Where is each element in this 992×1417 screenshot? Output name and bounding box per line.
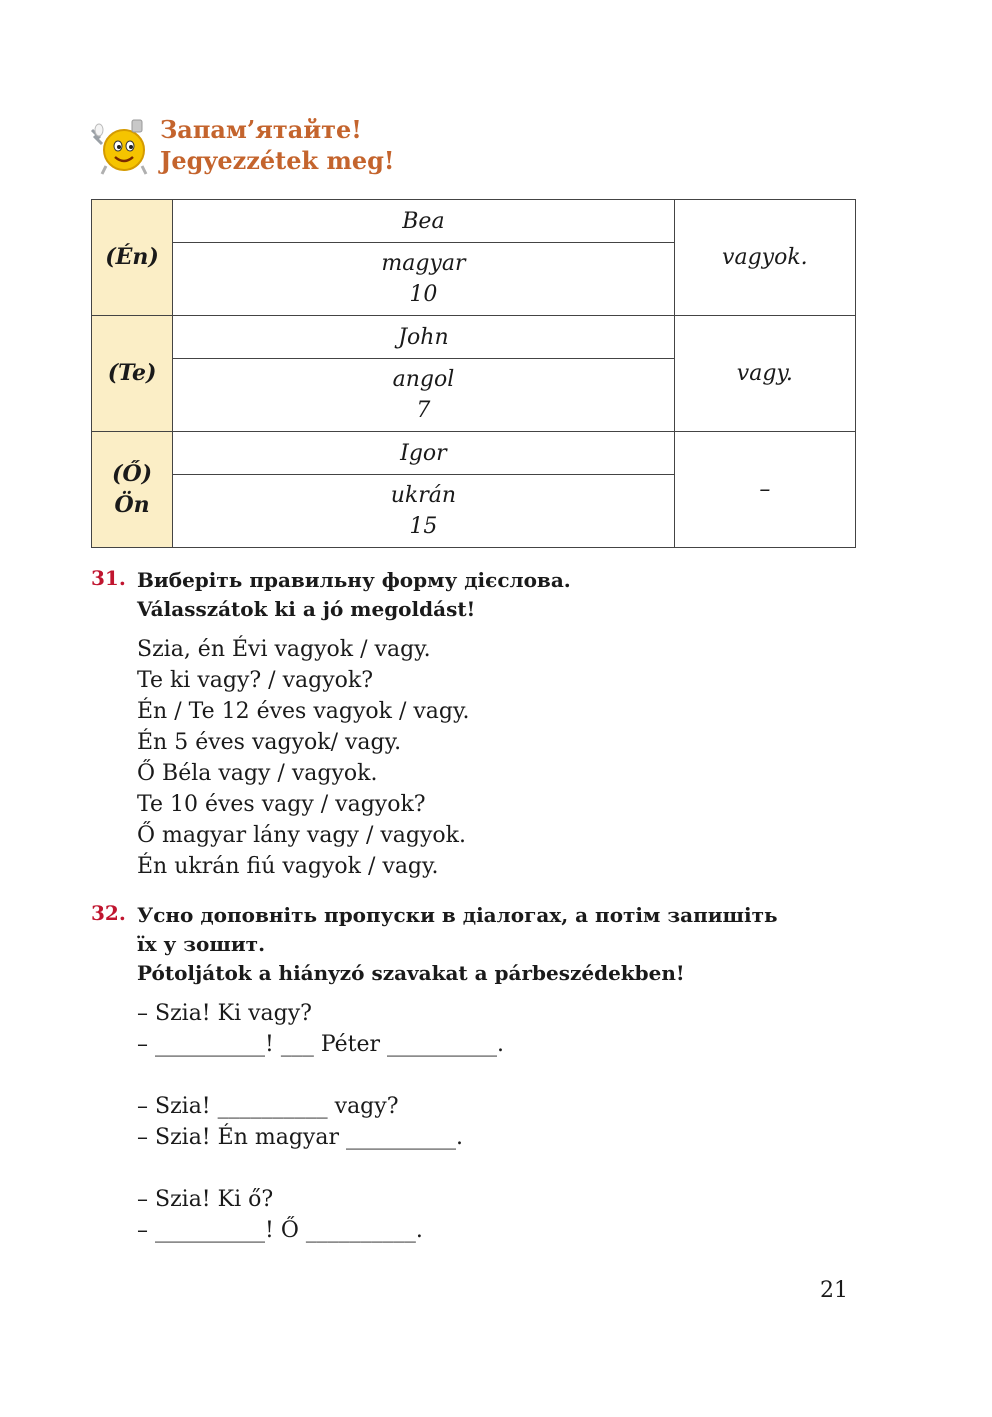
dialogue-line: – Szia! __________ vagy? — [137, 1094, 399, 1119]
name-cell: John — [173, 316, 675, 359]
exercise-line: Én 5 éves vagyok/ vagy. — [137, 730, 402, 755]
remember-box — [88, 110, 488, 180]
pronoun-cell: (Én) — [92, 200, 173, 316]
dialogue-line: – Szia! Én magyar __________. — [137, 1125, 463, 1150]
age-text: 10 — [409, 282, 438, 307]
name-cell: Igor — [173, 432, 675, 475]
exercise-number: 31. — [91, 566, 126, 590]
exercise-number: 32. — [91, 901, 126, 925]
nationality-text: ukrán — [390, 483, 457, 508]
exercise-lines — [137, 634, 891, 882]
dialogue-lines — [137, 998, 891, 1246]
nationality-text: angol — [392, 367, 455, 392]
exercise-instruction-uk: Виберіть правильну форму дієслова. — [137, 568, 571, 592]
remember-title-uk: Запам’ятайте! — [160, 115, 362, 144]
dialogue-line: – __________! Ő __________. — [137, 1218, 423, 1243]
pronoun-cell: (Te) — [92, 316, 173, 432]
description-cell — [173, 475, 675, 548]
dialogue-line: – Szia! Ki ő? — [137, 1187, 274, 1212]
exercise-instruction-hu: Pótoljátok a hiányzó szavakat a párbeszédekben! — [137, 961, 685, 985]
age-text: 7 — [416, 398, 431, 423]
pronoun-line: Ön — [114, 491, 150, 518]
grammar-table — [91, 199, 856, 548]
verb-cell: vagyok. — [674, 200, 855, 316]
exercise-line: Ő magyar lány vagy / vagyok. — [137, 823, 466, 848]
exercise-31 — [91, 566, 891, 882]
table-row — [92, 316, 856, 359]
exercise-instruction-uk: Усно доповніть пропуски в діалогах, а потім запишіть — [137, 903, 778, 927]
lightbulb-smiley-icon — [88, 114, 154, 180]
exercise-line: Ő Béla vagy / vagyok. — [137, 761, 378, 786]
description-cell — [173, 243, 675, 316]
pronoun-line: (Ő) — [112, 460, 153, 487]
exercise-line: Szia, én Évi vagyok / vagy. — [137, 637, 431, 662]
age-text: 15 — [409, 514, 438, 539]
name-cell: Bea — [173, 200, 675, 243]
pronoun-cell — [92, 432, 173, 548]
exercise-32 — [91, 901, 891, 1246]
exercise-instruction-uk: їх у зошит. — [137, 932, 266, 956]
dialogue-line: – Szia! Ki vagy? — [137, 1001, 312, 1026]
exercise-line: Te ki vagy? / vagyok? — [137, 668, 374, 693]
table-row — [92, 200, 856, 243]
description-cell — [173, 359, 675, 432]
verb-cell: vagy. — [674, 316, 855, 432]
dialogue-line: – __________! ___ Péter __________. — [137, 1032, 505, 1057]
verb-cell: – — [674, 432, 855, 548]
table-row — [92, 432, 856, 475]
exercise-line: Én / Te 12 éves vagyok / vagy. — [137, 699, 470, 724]
exercise-instruction-hu: Válasszátok ki a jó megoldást! — [137, 597, 476, 621]
page-number: 21 — [820, 1278, 848, 1303]
exercise-line: Te 10 éves vagy / vagyok? — [137, 792, 426, 817]
remember-title-hu: Jegyezzétek meg! — [160, 146, 395, 175]
nationality-text: magyar — [381, 251, 466, 276]
exercise-line: Én ukrán fiú vagyok / vagy. — [137, 854, 439, 879]
